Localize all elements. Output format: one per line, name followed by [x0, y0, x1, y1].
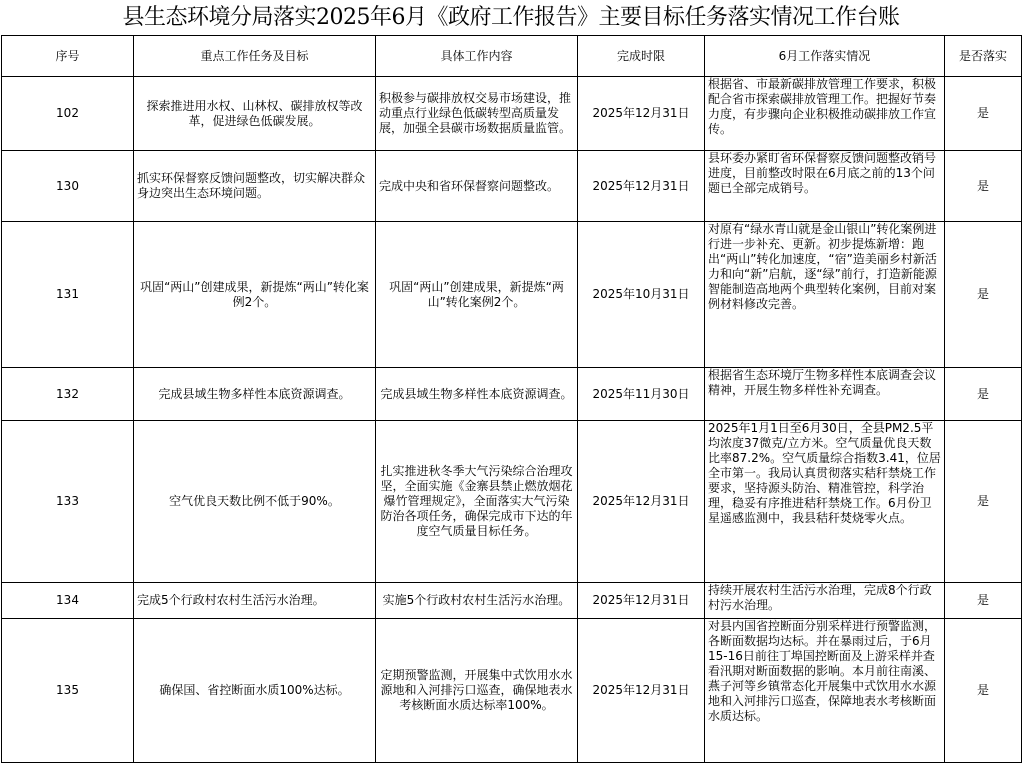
row-deadline: 2025年12月31日 — [578, 421, 705, 583]
row-no: 134 — [2, 583, 134, 619]
row-content: 完成县域生物多样性本底资源调查。 — [376, 368, 578, 421]
header-goal: 重点工作任务及目标 — [134, 36, 376, 77]
row-content: 巩固“两山”创建成果，新提炼“两山”转化案例2个。 — [376, 222, 578, 368]
row-no: 132 — [2, 368, 134, 421]
task-ledger-table — [1, 35, 1022, 763]
row-done: 是 — [945, 77, 1022, 151]
row-status: 县环委办紧盯省环保督察反馈问题整改销号进度，目前整改时限在6月底之前的13个问题已全部完成销号。 — [705, 151, 945, 222]
row-deadline: 2025年10月31日 — [578, 222, 705, 368]
row-status: 对县内国省控断面分别采样进行预警监测，各断面数据均达标。并在暴雨过后，于6月15-16日前往丁埠国控断面及上游采样并查看汛期对断面数据的影响。本月前往南溪、燕子河等乡镇常态化开展集中式饮用水水源地和入河排污口巡查，保障地表水考核断面水质达标。 — [705, 619, 945, 763]
row-no: 133 — [2, 421, 134, 583]
row-goal: 巩固“两山”创建成果，新提炼“两山”转化案例2个。 — [134, 222, 376, 368]
table-row — [2, 583, 1022, 619]
row-content: 实施5个行政村农村生活污水治理。 — [376, 583, 578, 619]
row-status: 根据省、市最新碳排放管理工作要求，积极配合省市探索碳排放管理工作。把握好节奏力度，有步骤向企业积极推动碳排放工作宣传。 — [705, 77, 945, 151]
row-done: 是 — [945, 619, 1022, 763]
row-goal: 完成县域生物多样性本底资源调查。 — [134, 368, 376, 421]
table-row — [2, 619, 1022, 763]
table-row — [2, 421, 1022, 583]
row-status: 根据省生态环境厅生物多样性本底调查会议精神，开展生物多样性补充调查。 — [705, 368, 945, 421]
row-status: 对原有“绿水青山就是金山银山”转化案例进行进一步补充、更新。初步提炼新增：跑出“两山”转化加速度，“宿”造美丽乡村新活力和向“新”启航，逐“绿”前行，打造新能源智能制造高地两个典型转化案例，目前对案例材料修改完善。 — [705, 222, 945, 368]
row-goal: 确保国、省控断面水质100%达标。 — [134, 619, 376, 763]
row-no: 130 — [2, 151, 134, 222]
header-done: 是否落实 — [945, 36, 1022, 77]
row-goal: 完成5个行政村农村生活污水治理。 — [134, 583, 376, 619]
row-goal: 空气优良天数比例不低于90%。 — [134, 421, 376, 583]
row-done: 是 — [945, 421, 1022, 583]
row-done: 是 — [945, 368, 1022, 421]
header-content: 具体工作内容 — [376, 36, 578, 77]
row-deadline: 2025年12月31日 — [578, 619, 705, 763]
table-row — [2, 77, 1022, 151]
header-status: 6月工作落实情况 — [705, 36, 945, 77]
table-row — [2, 222, 1022, 368]
row-content: 定期预警监测，开展集中式饮用水水源地和入河排污口巡查，确保地表水考核断面水质达标率100%。 — [376, 619, 578, 763]
header-deadline: 完成时限 — [578, 36, 705, 77]
row-no: 135 — [2, 619, 134, 763]
header-no: 序号 — [2, 36, 134, 77]
table-row — [2, 151, 1022, 222]
row-deadline: 2025年12月31日 — [578, 583, 705, 619]
row-content: 积极参与碳排放权交易市场建设，推动重点行业绿色低碳转型高质量发展，加强全县碳市场数据质量监管。 — [376, 77, 578, 151]
row-done: 是 — [945, 222, 1022, 368]
row-content: 完成中央和省环保督察问题整改。 — [376, 151, 578, 222]
row-goal: 抓实环保督察反馈问题整改，切实解决群众身边突出生态环境问题。 — [134, 151, 376, 222]
page-title: 县生态环境分局落实2025年6月《政府工作报告》主要目标任务落实情况工作台账 — [122, 5, 900, 30]
row-content: 扎实推进秋冬季大气污染综合治理攻坚，全面实施《金寨县禁止燃放烟花爆竹管理规定》，全面落实大气污染防治各项任务，确保完成市下达的年度空气质量目标任务。 — [376, 421, 578, 583]
row-deadline: 2025年11月30日 — [578, 368, 705, 421]
row-status: 2025年1月1日至6月30日，全县PM2.5平均浓度37微克/立方米。空气质量优良天数比率87.2%。空气质量综合指数3.41，位居全市第一。我局认真贯彻落实秸秆禁烧工作要求，坚持源头防治、精准管控，科学治理，稳妥有序推进秸秆禁烧工作。6月份卫星遥感监测中，我县秸秆焚烧零火点。 — [705, 421, 945, 583]
row-done: 是 — [945, 583, 1022, 619]
row-done: 是 — [945, 151, 1022, 222]
table-row — [2, 368, 1022, 421]
row-deadline: 2025年12月31日 — [578, 151, 705, 222]
table-header-row — [2, 36, 1022, 77]
row-deadline: 2025年12月31日 — [578, 77, 705, 151]
row-status: 持续开展农村生活污水治理，完成8个行政村污水治理。 — [705, 583, 945, 619]
row-no: 131 — [2, 222, 134, 368]
row-no: 102 — [2, 77, 134, 151]
row-goal: 探索推进用水权、山林权、碳排放权等改革，促进绿色低碳发展。 — [134, 77, 376, 151]
